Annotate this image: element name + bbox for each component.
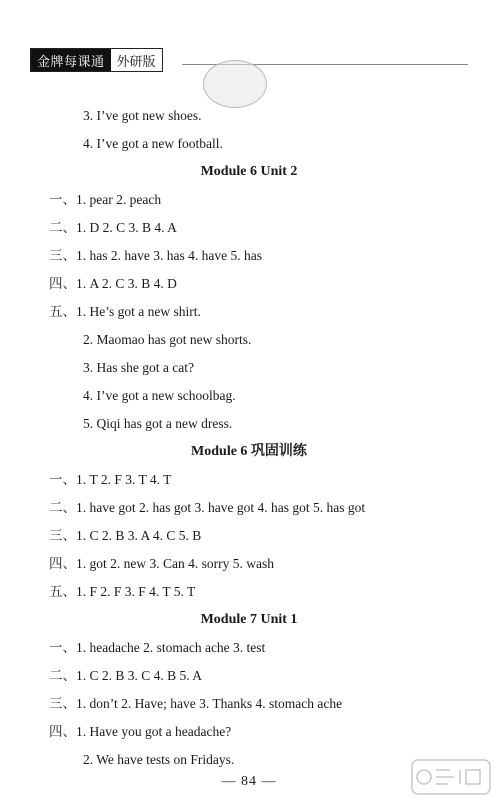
answer-line: 4. I’ve got a new schoolbag.	[83, 388, 236, 403]
answer-line: 三、1. don’t 2. Have; have 3. Thanks 4. stomach ache	[49, 696, 343, 711]
answer-line: 2. Maomao has got new shorts.	[83, 332, 252, 347]
stamp-mark	[203, 60, 267, 108]
answer-line: 5. Qiqi has got a new dress.	[83, 416, 233, 431]
answer-line: 一、1. headache 2. stomach ache 3. test	[49, 640, 266, 655]
answer-line: 三、1. C 2. B 3. A 4. C 5. B	[49, 528, 202, 543]
answer-line: 一、1. pear 2. peach	[49, 192, 162, 207]
brand-label: 金牌每课通	[31, 49, 111, 71]
answer-line: 二、1. D 2. C 3. B 4. A	[49, 220, 177, 235]
answer-line: 三、1. has 2. have 3. has 4. have 5. has	[49, 248, 262, 263]
answer-line: 3. Has she got a cat?	[83, 360, 194, 375]
answer-line: 五、1. F 2. F 3. F 4. T 5. T	[49, 584, 196, 599]
answer-line: 二、1. have got 2. has got 3. have got 4. has got 5. has got	[49, 500, 366, 515]
edition-label: 外研版	[111, 49, 162, 71]
answer-line: 二、1. C 2. B 3. C 4. B 5. A	[49, 668, 203, 683]
watermark-logo-icon	[410, 758, 492, 796]
header-banner	[30, 48, 163, 72]
answer-line: 3. I’ve got new shoes.	[83, 108, 202, 123]
answer-line: 2. We have tests on Fridays.	[83, 752, 235, 767]
page-number: — 84 —	[221, 774, 277, 789]
section-title: Module 6 Unit 2	[200, 164, 298, 179]
answer-line: 五、1. He’s got a new shirt.	[49, 304, 201, 319]
answer-line: 四、1. Have you got a headache?	[49, 724, 232, 739]
answer-line: 四、1. A 2. C 3. B 4. D	[49, 276, 177, 291]
answer-line: 4. I’ve got a new football.	[83, 136, 223, 151]
answer-line: 一、1. T 2. F 3. T 4. T	[49, 472, 172, 487]
section-title: Module 6 巩固训练	[191, 444, 307, 459]
answer-line: 四、1. got 2. new 3. Can 4. sorry 5. wash	[49, 556, 274, 571]
section-title: Module 7 Unit 1	[200, 612, 298, 627]
